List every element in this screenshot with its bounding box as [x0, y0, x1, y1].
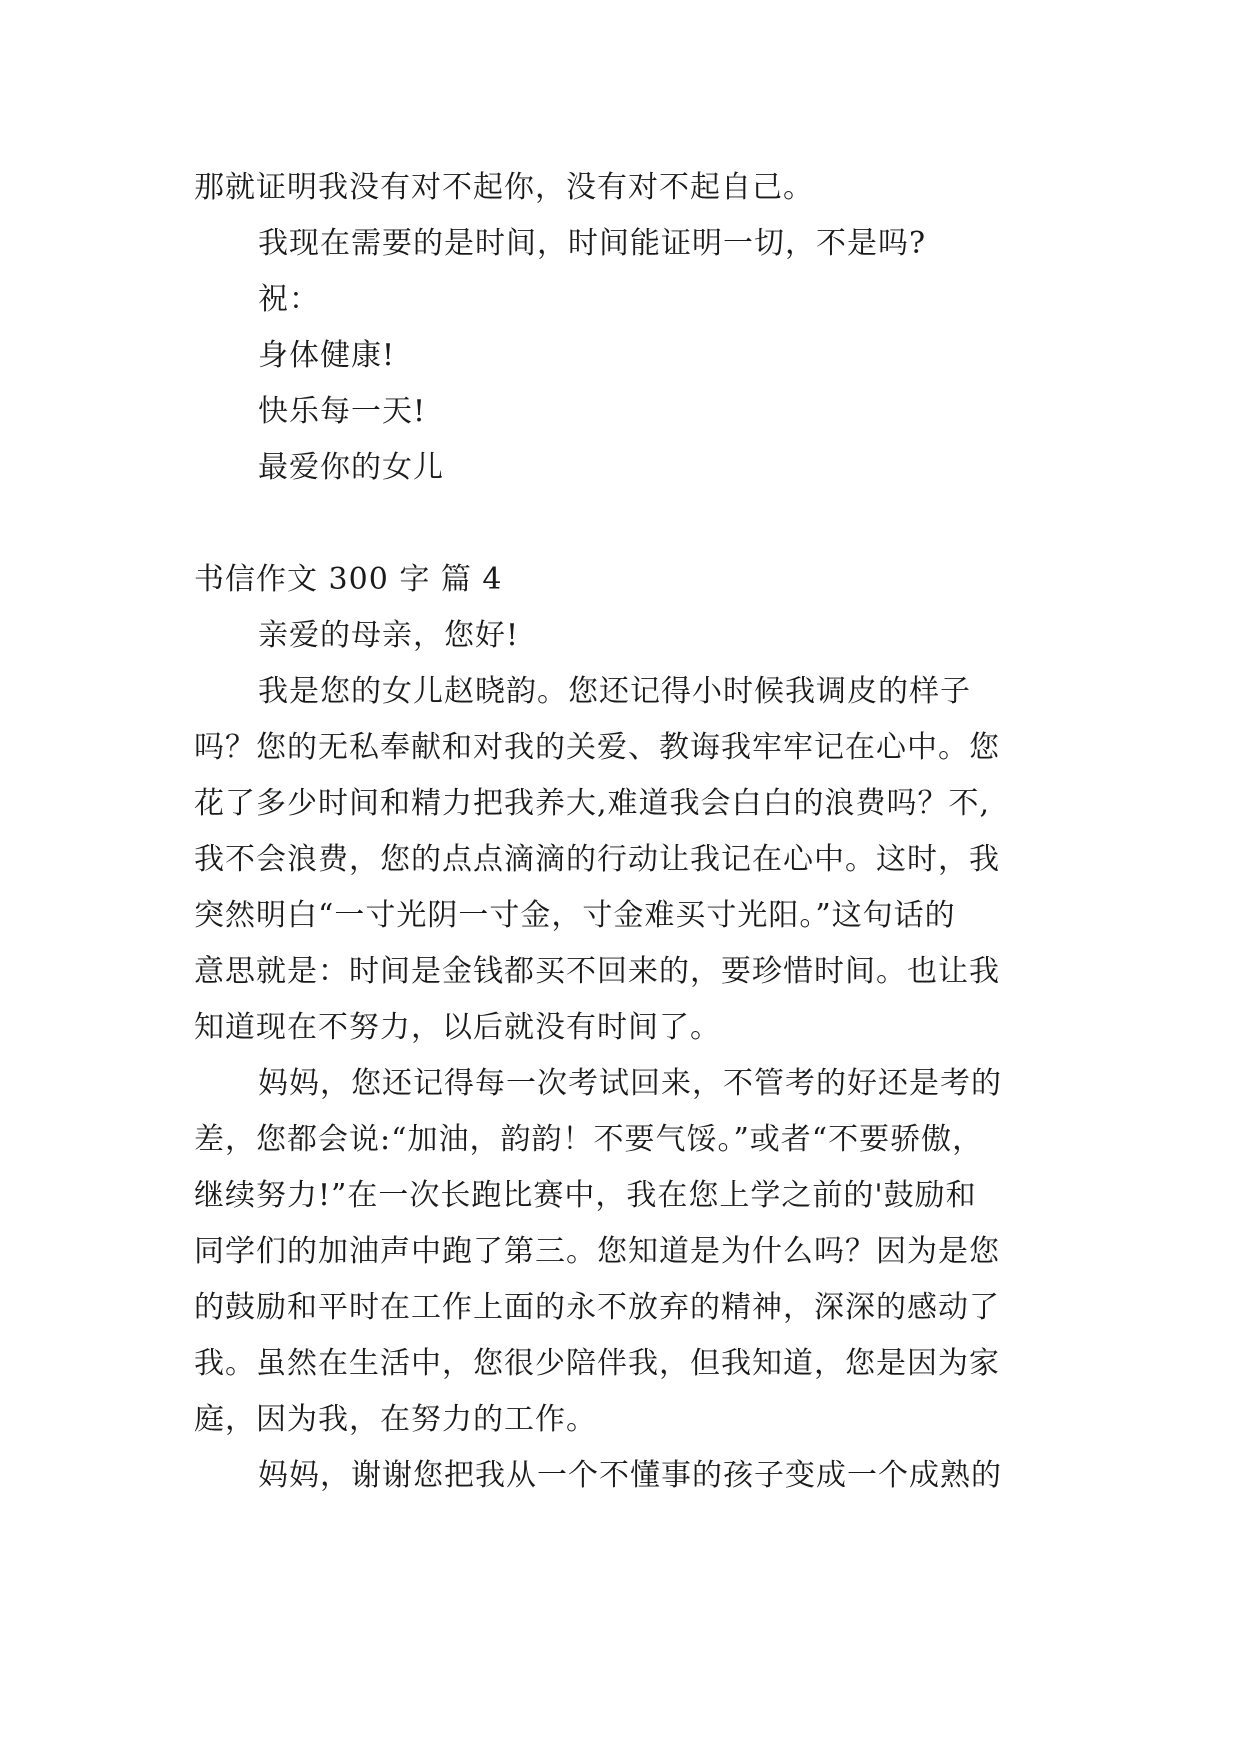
letter-line: 那就证明我没有对不起你，没有对不起自己。 [194, 170, 814, 205]
wish-line: 身体健康! [258, 338, 396, 373]
paragraph-line: 庭，因为我，在努力的工作。 [194, 1402, 597, 1437]
paragraph-line: 差，您都会说:“加油，韵韵！不要气馁。”或者“不要骄傲， [194, 1122, 984, 1157]
letter-line: 我现在需要的是时间，时间能证明一切，不是吗? [258, 226, 927, 261]
section-heading: 书信作文 300 字 篇 4 [194, 562, 503, 597]
paragraph-line: 继续努力!”在一次长跑比赛中，我在您上学之前的'鼓励和 [194, 1178, 977, 1213]
paragraph-line: 突然明白“一寸光阴一寸金，寸金难买寸光阳。”这句话的 [194, 898, 956, 933]
paragraph [194, 1448, 1056, 1504]
paragraph-line: 的鼓励和平时在工作上面的永不放弃的精神，深深的感动了 [194, 1290, 1000, 1325]
paragraph-line: 花了多少时间和精力把我养大,难道我会白白的浪费吗？不, [194, 786, 991, 821]
paragraph-line: 吗？您的无私奉献和对我的关爱、教诲我牢牢记在心中。您 [194, 730, 1000, 765]
paragraph-line: 同学们的加油声中跑了第三。您知道是为什么吗？因为是您 [194, 1234, 1000, 1269]
closing-wish: 祝： [258, 282, 320, 317]
signature: 最爱你的女儿 [258, 450, 444, 485]
paragraph-line: 我是您的女儿赵晓韵。您还记得小时候我调皮的样子 [258, 674, 971, 709]
document-page [194, 160, 1056, 1504]
paragraph-line: 妈妈，您还记得每一次考试回来，不管考的好还是考的 [258, 1066, 1002, 1101]
wish-line: 快乐每一天! [258, 394, 427, 429]
paragraph [194, 664, 1056, 1056]
paragraph-line: 妈妈，谢谢您把我从一个不懂事的孩子变成一个成熟的 [258, 1458, 1002, 1493]
paragraph-line: 知道现在不努力，以后就没有时间了。 [194, 1010, 721, 1045]
paragraph-line: 我不会浪费，您的点点滴滴的行动让我记在心中。这时，我 [194, 842, 1000, 877]
paragraph-line: 意思就是：时间是金钱都买不回来的，要珍惜时间。也让我 [194, 954, 1000, 989]
greeting: 亲爱的母亲，您好! [258, 618, 520, 653]
paragraph-line: 我。虽然在生活中，您很少陪伴我，但我知道，您是因为家 [194, 1346, 1000, 1381]
paragraph [194, 1056, 1056, 1448]
